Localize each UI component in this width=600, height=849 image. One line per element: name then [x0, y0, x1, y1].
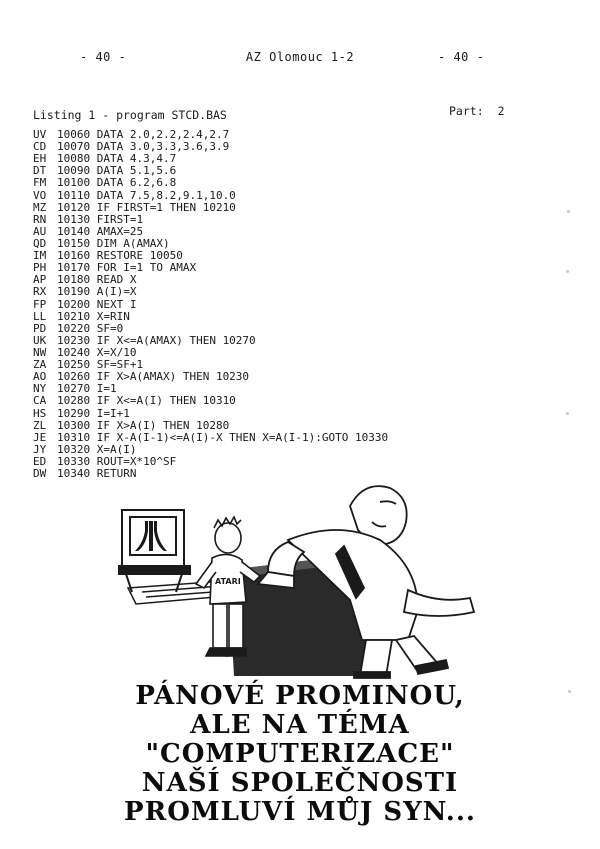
code-text: 10130 FIRST=1 [57, 212, 144, 226]
code-text: 10100 DATA 6.2,6.8 [57, 176, 177, 190]
code-text: 10190 A(I)=X [57, 285, 137, 299]
caption-line: PROMLUVÍ MŮJ SYN... [124, 797, 476, 827]
checksum-code: RN [33, 212, 47, 226]
caption-line: ALE NA TÉMA [190, 710, 410, 740]
code-text: 10150 DIM A(AMAX) [57, 236, 170, 250]
page-number-left: - 40 - [80, 50, 127, 64]
checksum-code: UV [33, 128, 47, 141]
checksum-code: EH [33, 152, 47, 166]
checksum-code: ZL [33, 418, 47, 432]
code-text: 10330 ROUT=X*10^SF [57, 454, 177, 468]
part-label: Part: [449, 104, 484, 118]
code-text: 10070 DATA 3.0,3.3,3.6,3.9 [57, 140, 230, 154]
checksum-code: QD [33, 236, 47, 250]
checksum-code: ED [33, 454, 47, 468]
code-text: 10270 I=1 [57, 382, 117, 396]
checksum-code: UK [33, 333, 47, 347]
cartoon-illustration [118, 480, 480, 680]
code-text: 10260 IF X>A(AMAX) THEN 10230 [57, 370, 250, 384]
code-text: 10110 DATA 7.5,8.2,9.1,10.0 [57, 188, 236, 202]
code-text: 10280 IF X<=A(I) THEN 10310 [57, 394, 236, 408]
checksum-code: AO [33, 370, 47, 384]
page-number-right: - 40 - [438, 50, 485, 64]
code-text: 10240 X=X/10 [57, 345, 137, 359]
code-text: 10340 RETURN [57, 467, 137, 481]
code-text: 10090 DATA 5.1,5.6 [57, 164, 177, 178]
caption-line: "COMPUTERIZACE" [145, 739, 455, 769]
checksum-code: FP [33, 297, 47, 311]
part-indicator [449, 104, 505, 118]
code-text: 10180 READ X [57, 273, 137, 287]
paper-speck [566, 412, 569, 415]
checksum-code: LL [33, 309, 47, 323]
code-text: 10160 RESTORE 10050 [57, 249, 183, 263]
checksum-code: MZ [33, 200, 47, 214]
checksum-code: JY [33, 442, 47, 456]
checksum-code: JE [33, 430, 47, 444]
code-text: 10060 DATA 2.0,2.2,2.4,2.7 [57, 128, 230, 141]
cartoon-caption [0, 682, 600, 827]
checksum-code: IM [33, 249, 47, 263]
code-text: 10210 X=RIN [57, 309, 130, 323]
part-number: 2 [497, 104, 505, 118]
checksum-code: FM [33, 176, 47, 190]
checksum-code: DT [33, 164, 47, 178]
checksum-code: HS [33, 406, 47, 420]
code-text: 10220 SF=0 [57, 321, 124, 335]
code-text: 10170 FOR I=1 TO AMAX [57, 261, 197, 275]
code-text: 10290 I=I+1 [57, 406, 130, 420]
code-text: 10120 IF FIRST=1 THEN 10210 [57, 200, 236, 214]
checksum-code: RX [33, 285, 47, 299]
checksum-code: PD [33, 321, 47, 335]
paper-speck [568, 690, 571, 693]
checksum-code: NY [33, 382, 47, 396]
paper-speck [566, 270, 569, 273]
code-text: 10140 AMAX=25 [57, 224, 144, 238]
caption-line: PÁNOVÉ PROMINOU, [135, 681, 465, 711]
code-listing [33, 129, 388, 480]
code-text: 10320 X=A(I) [57, 442, 137, 456]
checksum-code: CD [33, 140, 47, 154]
listing-title: Listing 1 - program STCD.BAS [33, 108, 227, 122]
checksum-code: VO [33, 188, 47, 202]
checksum-code: AP [33, 273, 47, 287]
code-text: 10200 NEXT I [57, 297, 137, 311]
code-line [33, 468, 388, 480]
checksum-code: PH [33, 261, 47, 275]
code-text: 10080 DATA 4.3,4.7 [57, 152, 177, 166]
checksum-code: CA [33, 394, 47, 408]
code-text: 10230 IF X<=A(AMAX) THEN 10270 [57, 333, 256, 347]
code-text: 10250 SF=SF+1 [57, 358, 144, 372]
checksum-code: ZA [33, 358, 47, 372]
running-header: AZ Olomouc 1-2 [245, 50, 355, 64]
checksum-code: AU [33, 224, 47, 238]
paper-speck [567, 210, 570, 213]
checksum-code: DW [33, 467, 47, 481]
code-text: 10310 IF X-A(I-1)<=A(I)-X THEN X=A(I-1):GOTO 10330 [57, 430, 389, 444]
caption-line: NAŠÍ SPOLEČNOSTI [141, 768, 459, 798]
shirt-text: ATARI [215, 577, 241, 586]
checksum-code: NW [33, 345, 47, 359]
code-text: 10300 IF X>A(I) THEN 10280 [57, 418, 230, 432]
